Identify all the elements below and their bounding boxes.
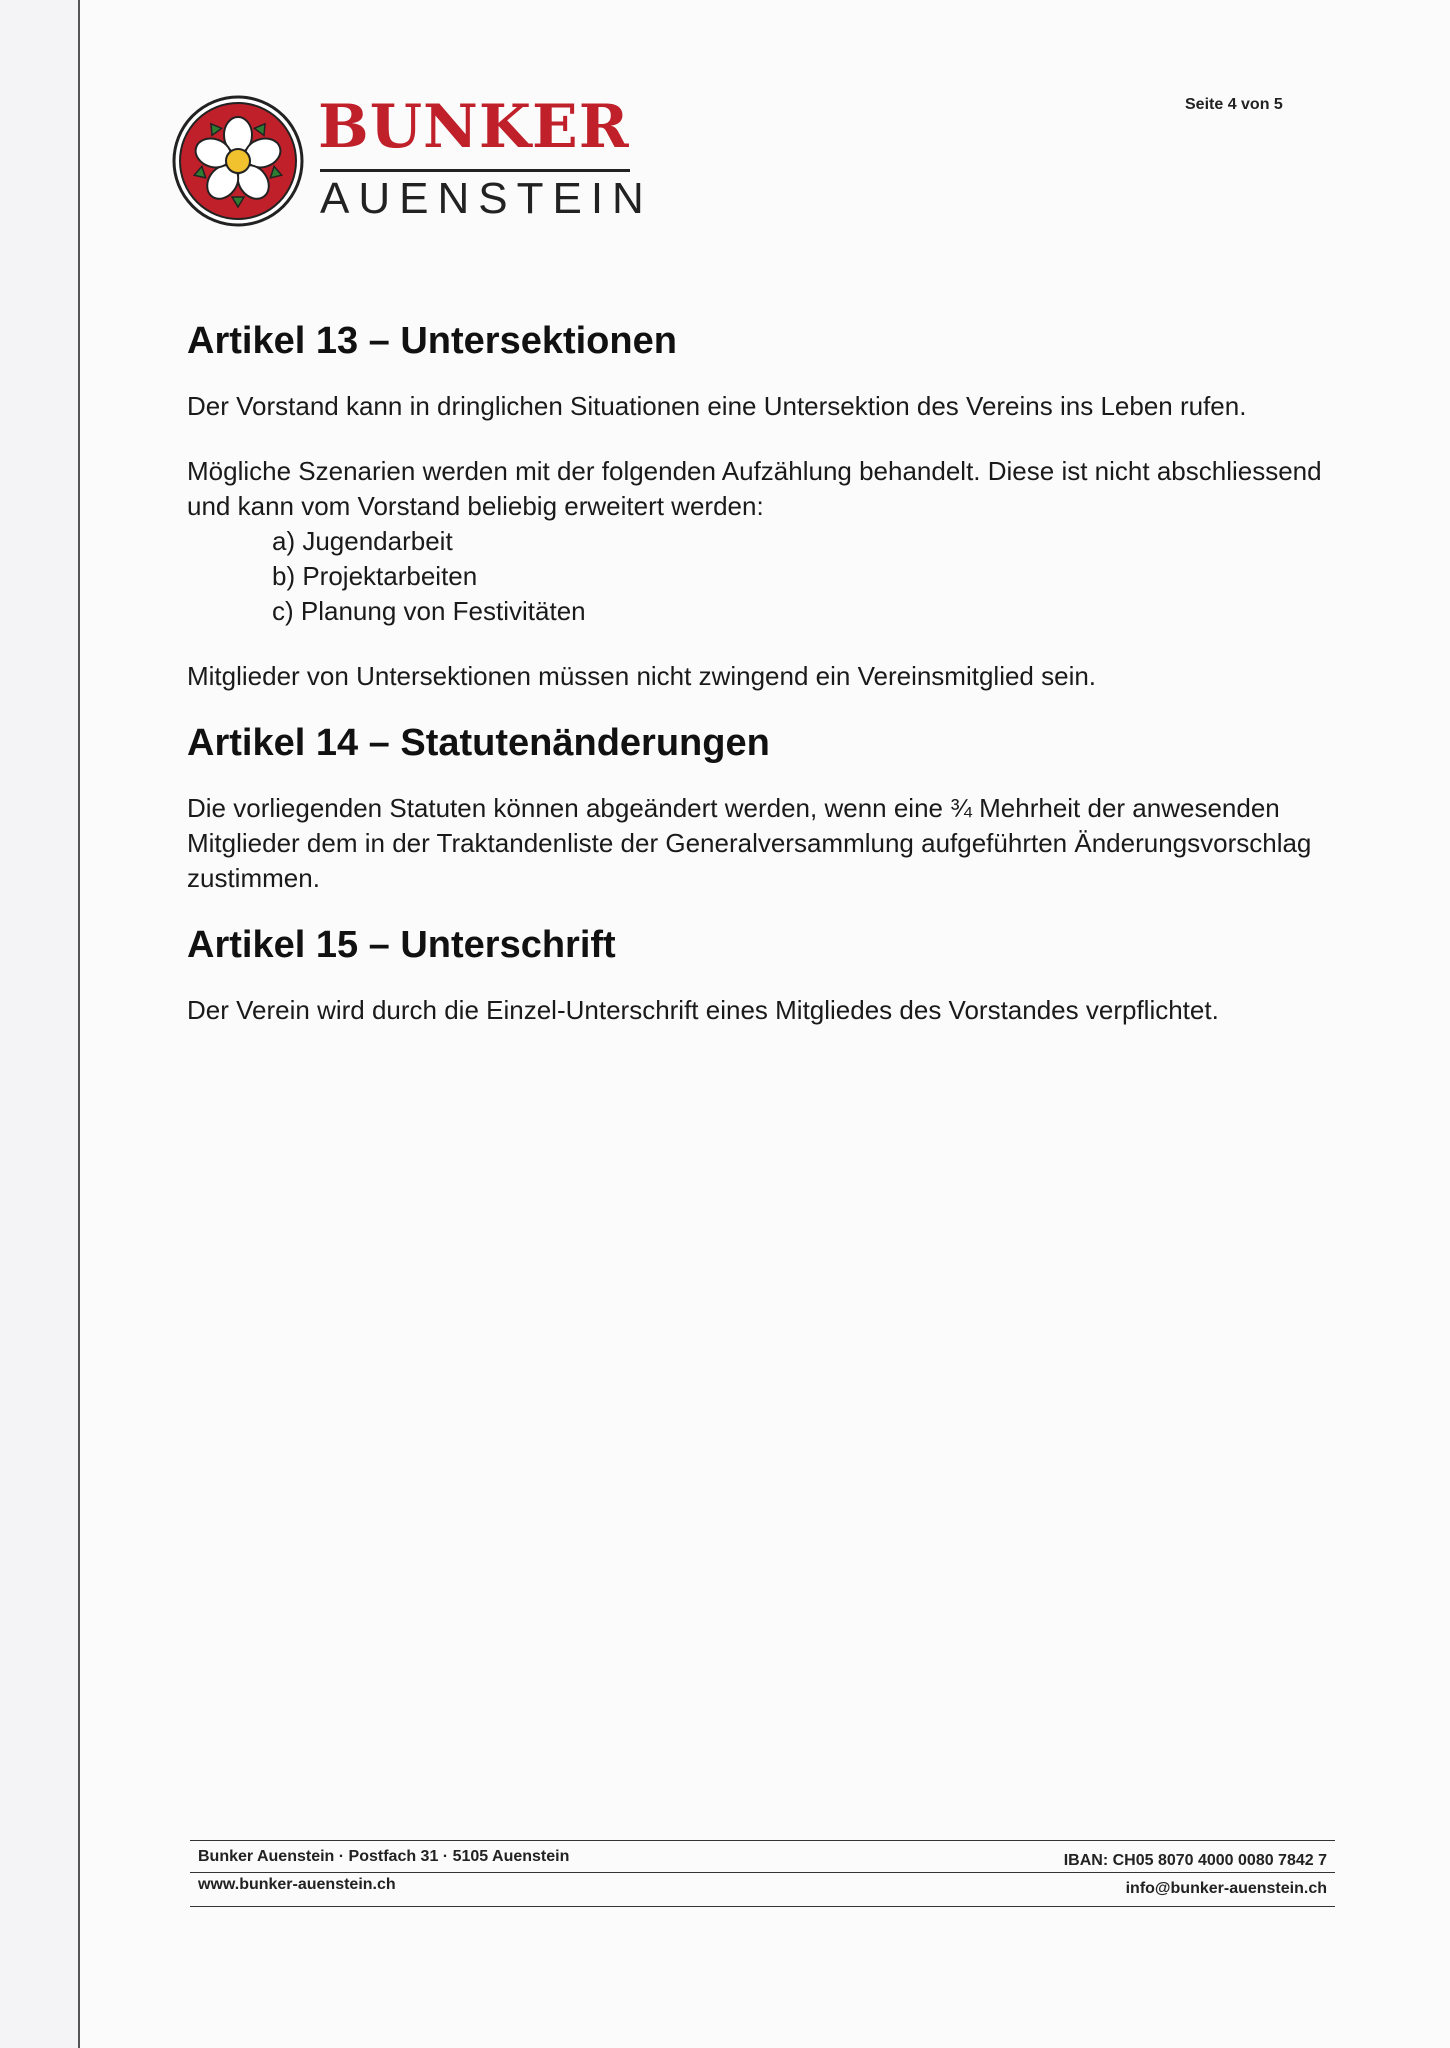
article-14 — [187, 722, 1367, 896]
logo-subtitle: AUENSTEIN — [320, 174, 653, 223]
article-paragraph: Mitglieder von Untersektionen müssen nicht zwingend ein Vereinsmitglied sein. — [187, 661, 1097, 691]
article-paragraph: Der Verein wird durch die Einzel-Unterschrift eines Mitgliedes des Vorstandes verpflichtet. — [187, 995, 1219, 1025]
footer-divider — [190, 1906, 1335, 1907]
article-paragraph: Mögliche Szenarien werden mit der folgenden Aufzählung behandelt. Diese ist nicht abschliessend und kann vom Vorstand beliebig erweitert werden: — [187, 456, 1322, 521]
page-number: Seite 4 von 5 — [1185, 96, 1283, 113]
scenario-list — [187, 524, 1367, 629]
footer-email: info@bunker-auenstein.ch — [1125, 1880, 1327, 1897]
footer — [190, 1840, 1335, 1910]
article-paragraph: Der Vorstand kann in dringlichen Situationen eine Untersektion des Vereins ins Leben rufen. — [187, 391, 1247, 421]
bunker-auenstein-logo — [172, 92, 653, 235]
logo-divider — [320, 169, 630, 172]
logo-wordmark: BUNKER — [318, 92, 630, 162]
list-item: a) Jugendarbeit — [272, 526, 453, 556]
document-body — [187, 320, 1367, 1028]
rose-emblem-icon — [172, 95, 304, 227]
article-heading: Artikel 15 – Unterschrift — [187, 924, 616, 966]
footer-divider — [190, 1872, 1335, 1873]
article-13 — [187, 320, 1367, 694]
article-15 — [187, 924, 1367, 1028]
article-paragraph: Die vorliegenden Statuten können abgeändert werden, wenn eine ¾ Mehrheit der anwesenden Mitglieder dem in der Traktandenliste der Generalversammlung aufgeführten Änderungsvorschlag zustimmen. — [187, 793, 1312, 893]
footer-address: Bunker Auenstein · Postfach 31 · 5105 Auenstein — [198, 1848, 570, 1865]
binder-line — [78, 0, 80, 2048]
article-heading: Artikel 13 – Untersektionen — [187, 320, 677, 362]
list-item: c) Planung von Festivitäten — [272, 596, 586, 626]
footer-divider — [190, 1840, 1335, 1841]
article-heading: Artikel 14 – Statutenänderungen — [187, 722, 770, 764]
list-item: b) Projektarbeiten — [272, 561, 478, 591]
footer-website: www.bunker-auenstein.ch — [198, 1876, 396, 1893]
footer-iban: IBAN: CH05 8070 4000 0080 7842 7 — [1063, 1852, 1327, 1869]
